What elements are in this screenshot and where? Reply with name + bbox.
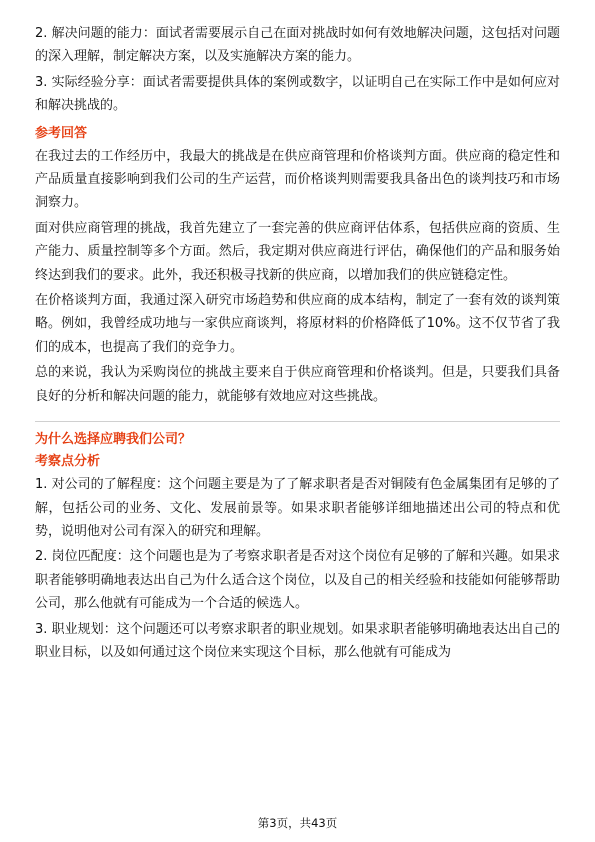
evaluation-point-2: 2. 解决问题的能力：面试者需要展示自己在面对挑战时如何有效地解决问题，这包括对问题的深入理解，制定解决方案，以及实施解决方案的能力。 — [35, 26, 560, 65]
document-page — [35, 22, 560, 666]
page-number-footer: 第3页，共43页 — [257, 816, 338, 830]
analysis-point-2: 2. 岗位匹配度：这个问题也是为了考察求职者是否对这个岗位有足够的了解和兴趣。如果求职者能够明确地表达出自己为什么适合这个岗位，以及自己的相关经验和技能如何能够帮助公司，那么他就有可能成为一个合适的候选人。 — [35, 549, 560, 612]
analysis-heading: 考察点分析 — [35, 454, 101, 470]
reference-answer-heading: 参考回答 — [35, 125, 88, 141]
answer-paragraph-4: 总的来说，我认为采购岗位的挑战主要来自于供应商管理和价格谈判。但是，只要我们具备良好的分析和解决问题的能力，就能够有效地应对这些挑战。 — [35, 365, 560, 404]
question-heading: 为什么选择应聘我们公司？ — [35, 432, 192, 448]
evaluation-point-3: 3. 实际经验分享：面试者需要提供具体的案例或数字，以证明自己在实际工作中是如何应对和解决挑战的。 — [35, 74, 560, 114]
answer-paragraph-2: 面对供应商管理的挑战，我首先建立了一套完善的供应商评估体系，包括供应商的资质、生产能力、质量控制等多个方面。然后，我定期对供应商进行评估，确保他们的产品和服务始终达到我们的要求。此外，我还积极寻找新的供应商，以增加我们的供应链稳定性。 — [35, 220, 560, 283]
answer-paragraph-3: 在价格谈判方面，我通过深入研究市场趋势和供应商的成本结构，制定了一套有效的谈判策略。例如，我曾经成功地与一家供应商谈判，将原材料的价格降低了10%。这不仅节省了我们的成本，也提高了我们的竞争力。 — [35, 293, 560, 355]
section-divider — [35, 421, 560, 422]
analysis-point-3: 3. 职业规划：这个问题还可以考察求职者的职业规划。如果求职者能够明确地表达出自己的职业目标，以及如何通过这个岗位来实现这个目标，那么他就有可能成为 — [35, 621, 560, 660]
answer-paragraph-1: 在我过去的工作经历中，我最大的挑战是在供应商管理和价格谈判方面。供应商的稳定性和产品质量直接影响到我们公司的生产运营，而价格谈判则需要我具备出色的谈判技巧和市场洞察力。 — [35, 148, 560, 211]
analysis-point-1: 1. 对公司的了解程度：这个问题主要是为了了解求职者是否对铜陵有色金属集团有足够的了解，包括公司的业务、文化、发展前景等。如果求职者能够详细地描述出公司的特点和优势，说明他对公司有深入的研究和理解。 — [35, 477, 560, 539]
